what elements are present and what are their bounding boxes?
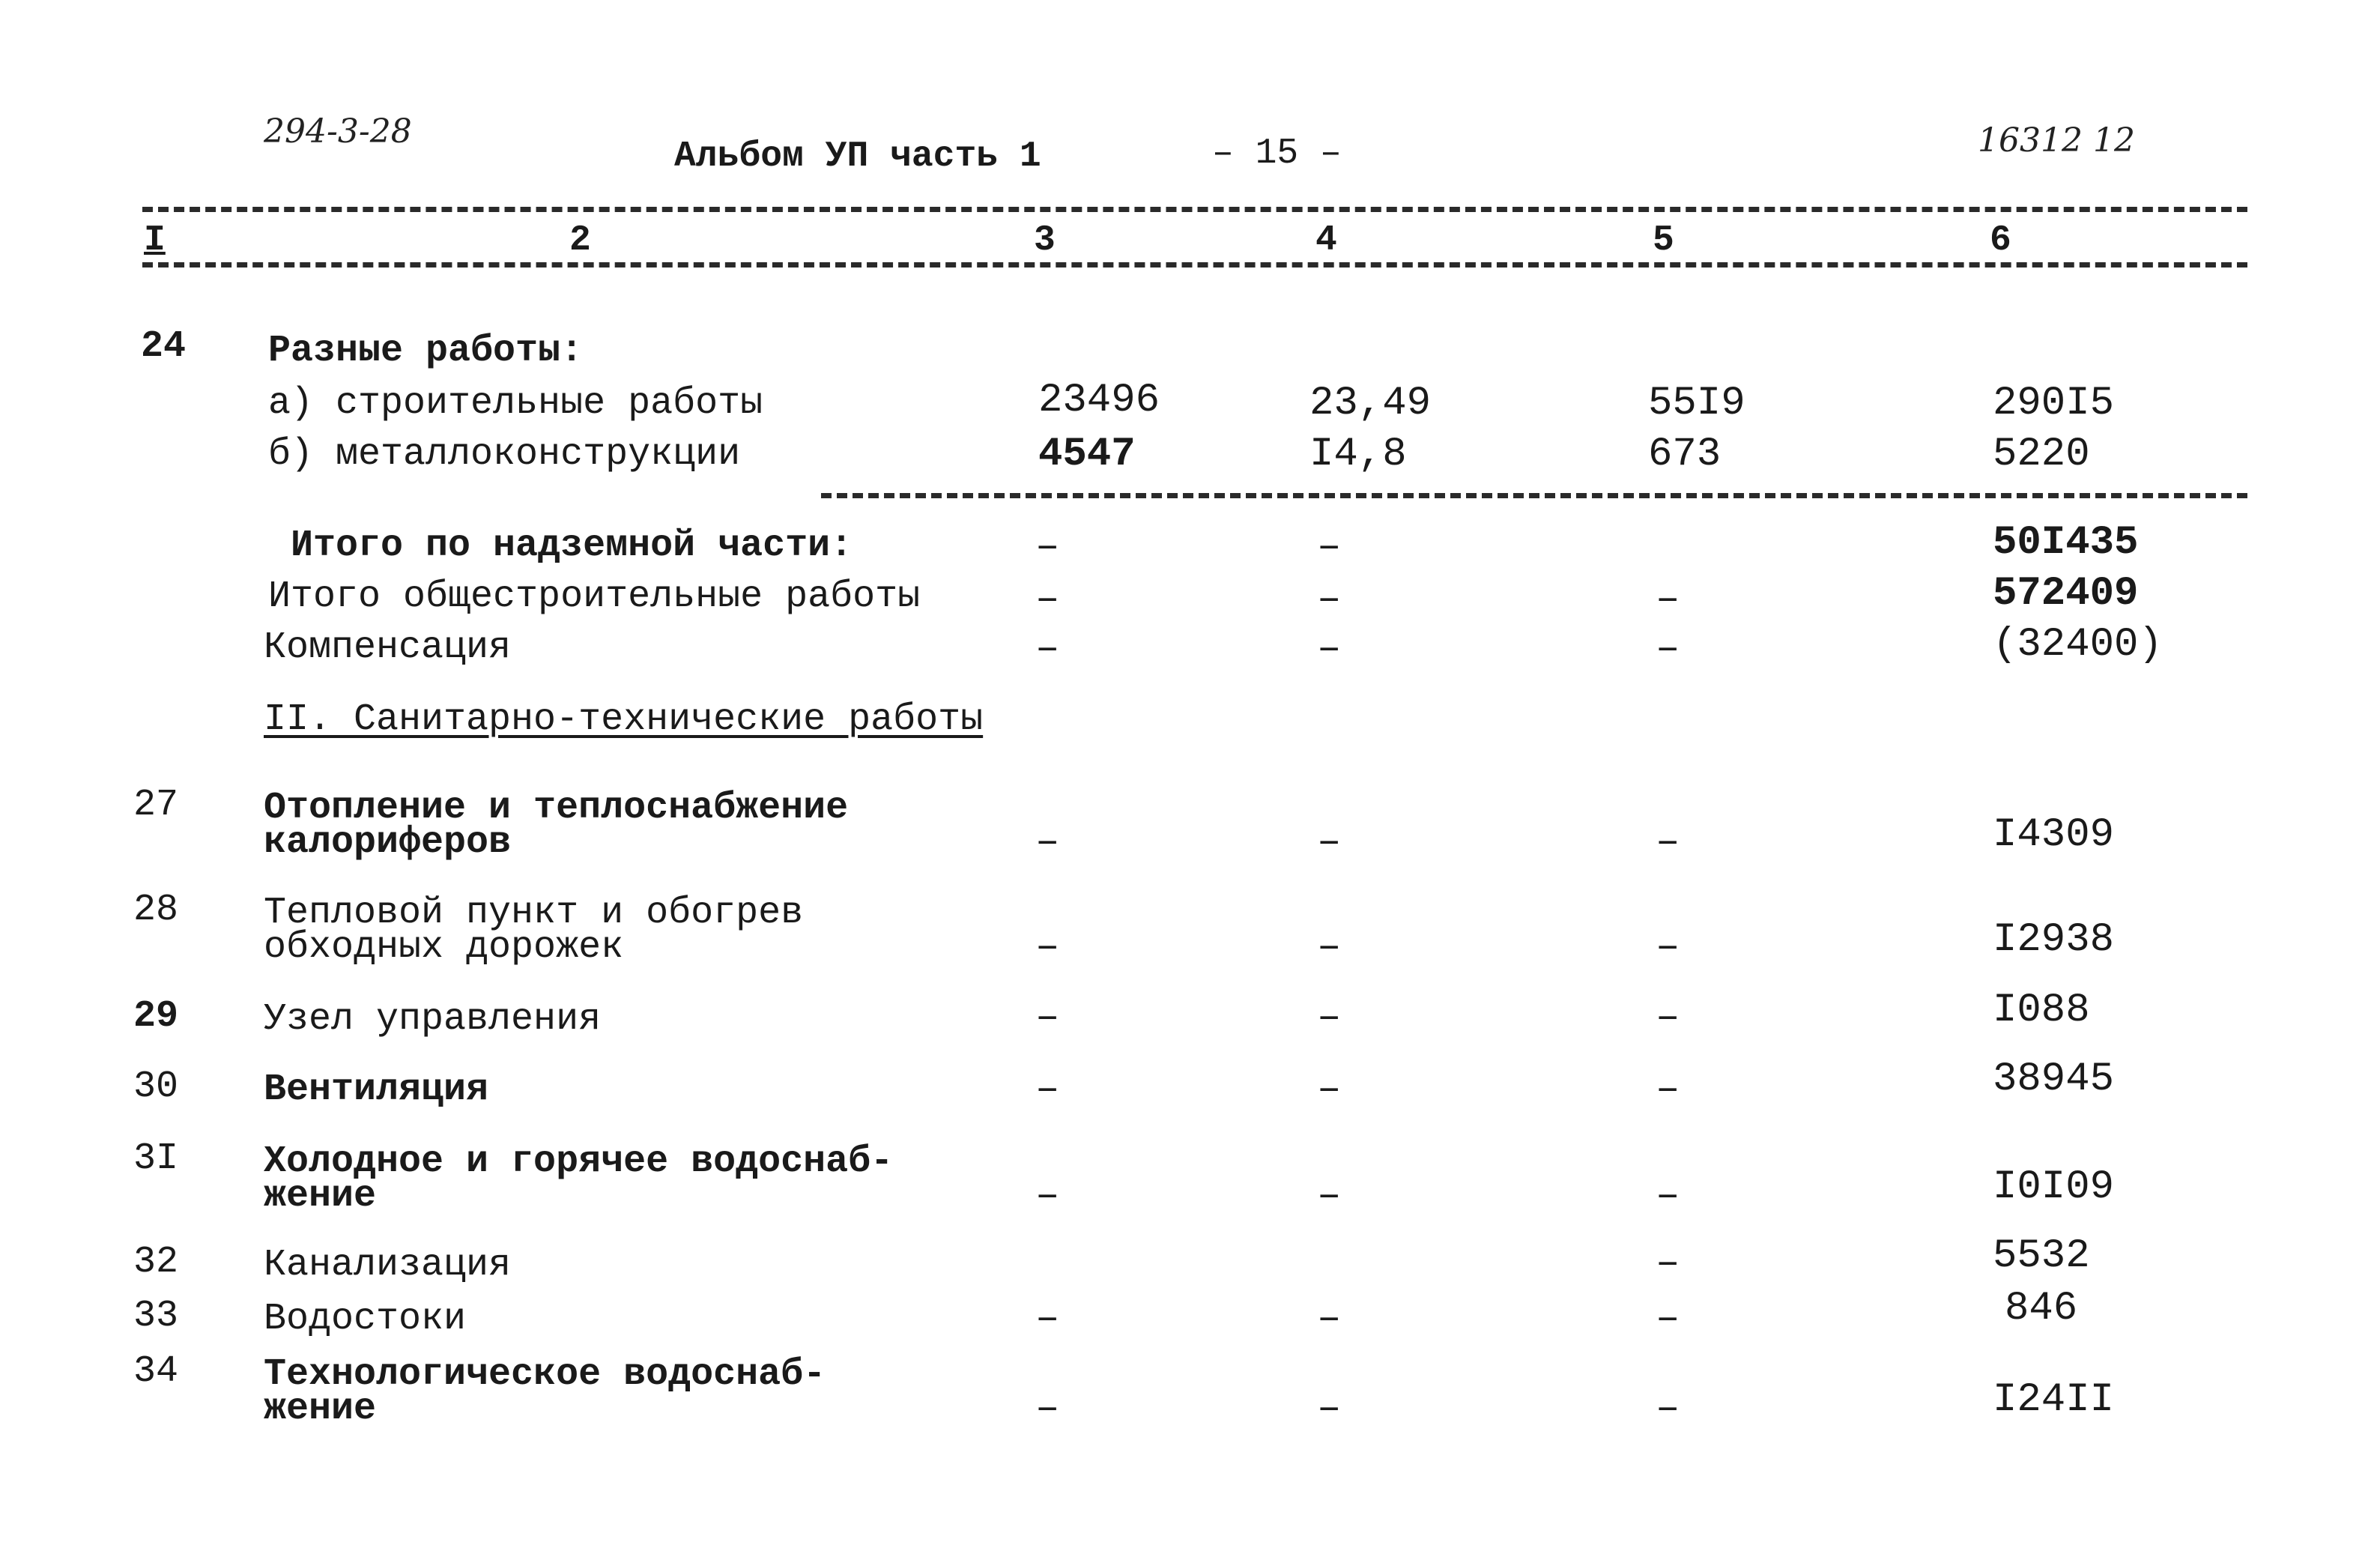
row-label: Узел управления (264, 998, 602, 1041)
row-number: 34 (133, 1350, 179, 1393)
album-title: Альбом УП часть 1 (674, 136, 1041, 177)
total-general-label: Итого общестроительные работы (268, 575, 921, 618)
cell-c4: I4,8 (1309, 432, 1407, 477)
cell-c5: 55I9 (1648, 381, 1745, 426)
row-number: 32 (133, 1241, 179, 1284)
row-label-line2: калориферов (264, 821, 512, 864)
cell-c4: – (1317, 995, 1342, 1041)
row-title: Разные работы: (268, 330, 584, 372)
cell-c3: 4547 (1038, 432, 1136, 477)
cell-c5: – (1656, 995, 1680, 1041)
cell-c4: – (1317, 577, 1342, 623)
cell-c6: I24II (1993, 1377, 2115, 1423)
cell-c3: – (1035, 1067, 1060, 1113)
cell-c3: – (1035, 925, 1060, 970)
total-above-label: Итого по надземной части: (291, 524, 853, 567)
cell-c3: – (1035, 1296, 1060, 1342)
cell-c3: – (1035, 626, 1060, 672)
cell-c6: 5220 (1993, 432, 2090, 477)
cell-c3: – (1035, 524, 1060, 570)
section-title: II. Санитарно-технические работы (264, 698, 984, 741)
page-number: – 15 – (1212, 133, 1342, 174)
cell-c5: – (1656, 1296, 1680, 1342)
cell-c6: 50I435 (1993, 520, 2139, 566)
cell-c5: – (1656, 1386, 1680, 1432)
cell-c3: – (1035, 1173, 1060, 1219)
row-label: а) строительные работы (268, 382, 763, 425)
col-2: 2 (569, 220, 591, 261)
row-label-line1: Технологическое водоснаб- (264, 1353, 826, 1396)
cell-c5: – (1656, 577, 1680, 623)
col-6: 6 (1990, 220, 2011, 261)
cell-c5: – (1656, 1067, 1680, 1113)
col-1: I (144, 220, 166, 261)
cell-c6: 5532 (1993, 1233, 2090, 1279)
doc-ref: 16312 12 (1978, 121, 2135, 160)
cell-c6: I088 (1993, 988, 2090, 1033)
cell-c6: I2938 (1993, 917, 2115, 963)
row-number: 29 (133, 995, 179, 1038)
cell-c3: 23496 (1038, 378, 1160, 423)
cell-c4: – (1317, 820, 1342, 865)
cell-c3: – (1035, 820, 1060, 865)
cell-c5: – (1656, 626, 1680, 672)
cell-c6: I4309 (1993, 812, 2115, 858)
row-label-line2: жение (264, 1175, 377, 1218)
row-label: Канализация (264, 1244, 512, 1287)
cell-c4: – (1317, 1067, 1342, 1113)
row-number: 3I (133, 1137, 179, 1180)
cell-c5: 673 (1648, 432, 1722, 477)
header-top-rule (142, 207, 2247, 212)
row-label-line2: жение (264, 1388, 377, 1430)
cell-c3: – (1035, 577, 1060, 623)
row-label: б) металлоконструкции (268, 433, 741, 476)
col-5: 5 (1653, 220, 1674, 261)
row-label-line2: обходных дорожек (264, 926, 624, 969)
cell-c4: – (1317, 626, 1342, 672)
cell-c5: – (1656, 925, 1680, 970)
cell-c6: 38945 (1993, 1056, 2115, 1102)
cell-c4: – (1317, 1296, 1342, 1342)
cell-c6: (32400) (1993, 622, 2163, 668)
row-label: Водостоки (264, 1298, 467, 1340)
cell-c4: – (1317, 1386, 1342, 1432)
cell-c3: – (1035, 995, 1060, 1041)
row-number: 24 (141, 325, 187, 368)
cell-c6: 572409 (1993, 571, 2139, 617)
cell-c5: – (1656, 1241, 1680, 1287)
col-4: 4 (1315, 220, 1337, 261)
cell-c6: 290I5 (1993, 381, 2115, 426)
cell-c5: – (1656, 820, 1680, 865)
row-number: 30 (133, 1065, 179, 1108)
cell-c4: 23,49 (1309, 381, 1432, 426)
row-number: 33 (133, 1295, 179, 1337)
row-number: 28 (133, 889, 179, 931)
col-3: 3 (1034, 220, 1056, 261)
cell-c6: I0I09 (1993, 1164, 2115, 1210)
subtotal-rule (821, 493, 2247, 498)
row-label-line1: Холодное и горячее водоснаб- (264, 1140, 894, 1183)
cell-c5: – (1656, 1173, 1680, 1219)
cell-c4: – (1317, 524, 1342, 570)
cell-c4: – (1317, 925, 1342, 970)
row-label-line1: Тепловой пункт и обогрев (264, 892, 804, 934)
cell-c3: – (1035, 1386, 1060, 1432)
header-bottom-rule (142, 262, 2247, 267)
row-label-line1: Отопление и теплоснабжение (264, 787, 849, 829)
cell-c4: – (1317, 1173, 1342, 1219)
row-number: 27 (133, 784, 179, 826)
cell-c6: 846 (2005, 1286, 2078, 1331)
doc-code: 294-3-28 (264, 112, 412, 151)
row-label: Вентиляция (264, 1068, 489, 1111)
compensation-label: Компенсация (264, 626, 512, 669)
